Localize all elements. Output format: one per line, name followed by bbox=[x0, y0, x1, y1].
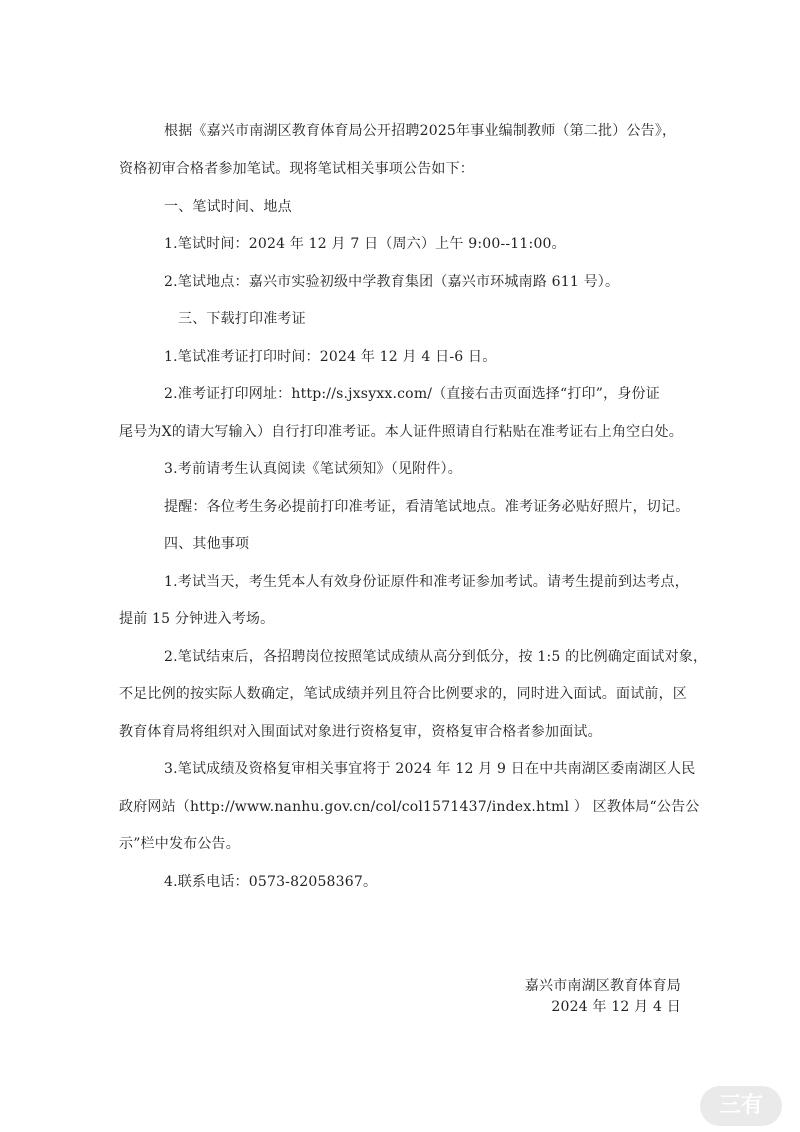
section-4-heading: 四、其他事项 bbox=[164, 536, 250, 552]
signature-organization: 嘉兴市南湖区教育体育局 bbox=[524, 978, 681, 994]
section-3-item-2-line-2: 尾号为X的请大写输入）自行打印准考证。本人证件照请自行粘贴在准考证右上角空白处。 bbox=[119, 424, 683, 440]
section-4-item-2-line-3: 教育体育局将组织对入围面试对象进行资格复审，资格复审合格者参加面试。 bbox=[119, 724, 602, 740]
section-3-item-3: 3.考前请考生认真阅读《笔试须知》（见附件）。 bbox=[164, 461, 462, 477]
section-4-item-1-line-1: 1.考试当天，考生凭本人有效身份证原件和准考证参加考试。请考生提前到达考点， bbox=[164, 574, 689, 590]
section-1-item-2: 2.笔试地点：嘉兴市实验初级中学教育集团（嘉兴市环城南路 611 号）。 bbox=[164, 274, 620, 290]
intro-paragraph-line-2: 资格初审合格者参加笔试。现将笔试相关事项公告如下： bbox=[119, 161, 474, 177]
section-1-heading: 一、笔试时间、地点 bbox=[164, 199, 292, 215]
section-4-item-2-line-1: 2.笔试结束后，各招聘岗位按照笔试成绩从高分到低分，按 1:5 的比例确定面试对象， bbox=[164, 649, 708, 665]
intro-paragraph-line-1: 根据《嘉兴市南湖区教育体育局公开招聘2025年事业编制教师（第二批）公告》， bbox=[164, 123, 677, 139]
section-1-item-1: 1.笔试时间：2024 年 12 月 7 日（周六）上午 9:00--11:00。 bbox=[164, 236, 566, 252]
section-3-heading: 三、下载打印准考证 bbox=[178, 311, 306, 327]
section-3-item-1: 1.笔试准考证打印时间：2024 年 12 月 4 日-6 日。 bbox=[164, 349, 497, 365]
section-4-item-3-line-1: 3.笔试成绩及资格复审相关事宜将于 2024 年 12 月 9 日在中共南湖区委南湖区人民 bbox=[164, 761, 696, 777]
section-3-item-2-line-1: 2.准考证打印网址：http://s.jxsyxx.com/（直接右击页面选择“打印”，身份证 bbox=[164, 386, 660, 402]
section-4-item-1-line-2: 提前 15 分钟进入考场。 bbox=[119, 611, 275, 627]
signature-date: 2024 年 12 月 4 日 bbox=[551, 999, 681, 1015]
watermark-badge: 三有 bbox=[700, 1086, 782, 1126]
section-4-item-2-line-2: 不足比例的按实际人数确定，笔试成绩并列且符合比例要求的，同时进入面试。面试前，区 bbox=[119, 686, 687, 702]
section-4-item-3-line-2: 政府网站（http://www.nanhu.gov.cn/col/col1571437/index.html ） 区教体局“公告公 bbox=[119, 799, 700, 815]
section-4-item-3-line-3: 示”栏中发布公告。 bbox=[119, 836, 240, 852]
section-4-item-4: 4.联系电话：0573-82058367。 bbox=[164, 874, 378, 890]
reminder-text: 提醒：各位考生务必提前打印准考证，看清笔试地点。准考证务必贴好照片，切记。 bbox=[164, 499, 690, 515]
